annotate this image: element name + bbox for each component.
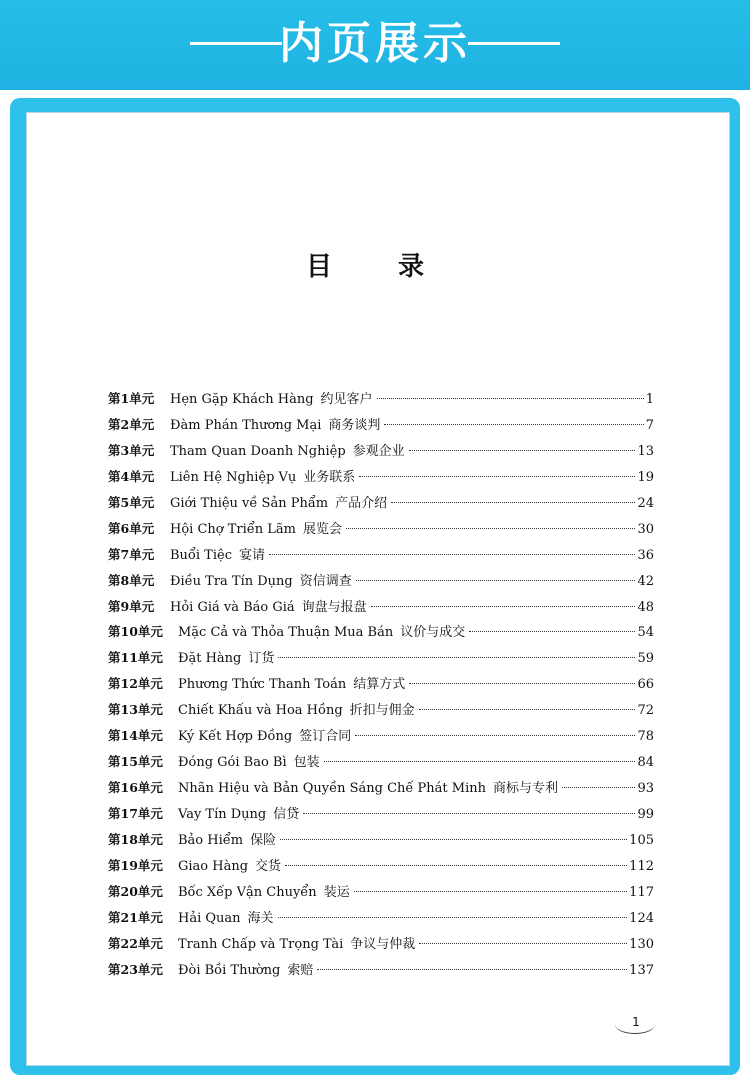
- toc-dot-leader: [562, 786, 635, 788]
- toc-page-number: 130: [629, 936, 654, 952]
- toc-page-number: 13: [637, 443, 654, 459]
- toc-chinese-title: 商务谈判: [328, 417, 381, 433]
- toc-vietnamese-title: Tham Quan Doanh Nghiệp: [170, 443, 346, 459]
- toc-page-number: 59: [637, 651, 654, 667]
- toc-entry: [108, 725, 654, 751]
- toc-chinese-title: 索赔: [287, 962, 314, 978]
- toc-chinese-title: 交货: [255, 858, 282, 874]
- toc-chinese-title: 保险: [250, 832, 277, 848]
- toc-page-number: 84: [637, 755, 654, 771]
- toc-entry: [108, 751, 654, 777]
- toc-entry: [108, 570, 654, 596]
- toc-unit-label: 第14单元: [108, 728, 163, 744]
- toc-unit-label: 第18单元: [108, 831, 163, 847]
- toc-chinese-title: 展览会: [303, 521, 343, 537]
- toc-unit-label: 第9单元: [108, 598, 155, 614]
- toc-page-number: 30: [637, 521, 654, 537]
- toc-page-number: 54: [637, 625, 654, 641]
- toc-unit-label: 第8单元: [108, 572, 155, 588]
- toc-chinese-title: 议价与成交: [400, 625, 466, 641]
- toc-entry: [108, 829, 654, 855]
- toc-unit-label: 第2单元: [108, 416, 155, 432]
- toc-page-number: 93: [637, 781, 654, 797]
- toc-dot-leader: [278, 916, 628, 918]
- toc-vietnamese-title: Giới Thiệu về Sản Phẩm: [170, 495, 329, 511]
- toc-unit-label: 第4单元: [108, 468, 155, 484]
- toc-unit-label: 第19单元: [108, 857, 163, 873]
- page-number: 1: [632, 1015, 640, 1029]
- toc-unit-label: 第22单元: [108, 935, 163, 951]
- toc-dot-leader: [278, 656, 635, 658]
- table-of-contents: [108, 388, 654, 985]
- toc-page-number: 99: [637, 807, 654, 822]
- toc-vietnamese-title: Hẹn Gặp Khách Hàng: [170, 392, 314, 407]
- toc-page-number: 48: [637, 599, 654, 615]
- toc-entry: [108, 907, 654, 933]
- toc-chinese-title: 宴请: [238, 547, 265, 563]
- toc-vietnamese-title: Hội Chợ Triển Lãm: [170, 521, 296, 537]
- toc-entry: [108, 855, 654, 881]
- toc-vietnamese-title: Đặt Hàng: [178, 651, 242, 667]
- toc-entry: [108, 933, 654, 959]
- toc-vietnamese-title: Vay Tín Dụng: [178, 807, 267, 822]
- toc-page-number: 112: [629, 858, 654, 874]
- toc-dot-leader: [269, 553, 635, 555]
- toc-page-number: 36: [637, 547, 654, 563]
- toc-entry: [108, 414, 654, 440]
- toc-chinese-title: 业务联系: [303, 469, 356, 485]
- toc-unit-label: 第3单元: [108, 442, 155, 458]
- toc-unit-label: 第17单元: [108, 806, 163, 821]
- toc-chinese-title: 询盘与报盘: [301, 599, 367, 615]
- toc-chinese-title: 订货: [248, 651, 275, 667]
- toc-chinese-title: 签订合同: [299, 729, 352, 745]
- toc-unit-label: 第11单元: [108, 650, 163, 666]
- toc-vietnamese-title: Bảo Hiểm: [178, 832, 244, 848]
- toc-chinese-title: 信贷: [273, 807, 300, 822]
- toc-entry: [108, 518, 654, 544]
- toc-vietnamese-title: Hải Quan: [178, 910, 241, 926]
- toc-vietnamese-title: Hỏi Giá và Báo Giá: [170, 599, 295, 615]
- toc-unit-label: 第12单元: [108, 676, 163, 692]
- toc-unit-label: 第20单元: [108, 883, 163, 899]
- toc-page-number: 66: [637, 677, 654, 693]
- toc-vietnamese-title: Nhãn Hiệu và Bản Quyền Sáng Chế Phát Minh: [178, 781, 486, 797]
- toc-entry: [108, 596, 654, 622]
- toc-dot-leader: [324, 760, 636, 762]
- toc-dot-leader: [303, 812, 635, 814]
- toc-unit-label: 第6单元: [108, 520, 155, 536]
- toc-page-number: 42: [637, 573, 654, 589]
- toc-dot-leader: [384, 423, 643, 425]
- toc-entry: [108, 803, 654, 829]
- toc-vietnamese-title: Đóng Gói Bao Bì: [178, 755, 287, 771]
- toc-unit-label: 第23单元: [108, 961, 163, 977]
- toc-entry: [108, 673, 654, 699]
- toc-unit-label: 第10单元: [108, 624, 163, 640]
- toc-chinese-title: 约见客户: [320, 392, 373, 407]
- toc-vietnamese-title: Chiết Khấu và Hoa Hồng: [178, 703, 343, 719]
- toc-chinese-title: 折扣与佣金: [349, 703, 415, 719]
- toc-chinese-title: 海关: [247, 910, 274, 926]
- toc-dot-leader: [356, 579, 636, 581]
- toc-dot-leader: [354, 890, 627, 892]
- toc-entry: [108, 777, 654, 803]
- toc-chinese-title: 装运: [323, 884, 350, 900]
- toc-chinese-title: 包装: [293, 755, 320, 771]
- toc-dot-leader: [359, 475, 635, 477]
- toc-entry: [108, 621, 654, 647]
- toc-title: 目 录: [305, 252, 444, 282]
- toc-vietnamese-title: Tranh Chấp và Trọng Tài: [178, 936, 344, 952]
- toc-entry: [108, 492, 654, 518]
- toc-entry: [108, 544, 654, 570]
- toc-dot-leader: [371, 605, 636, 607]
- toc-unit-label: 第16单元: [108, 780, 163, 796]
- toc-vietnamese-title: Bốc Xếp Vận Chuyển: [178, 884, 317, 900]
- banner-title: 内页展示: [279, 18, 471, 69]
- toc-dot-leader: [355, 734, 635, 736]
- toc-chinese-title: 结算方式: [353, 677, 406, 693]
- toc-vietnamese-title: Giao Hàng: [178, 858, 249, 874]
- toc-entry: [108, 881, 654, 907]
- toc-entry: [108, 959, 654, 985]
- toc-vietnamese-title: Điều Tra Tín Dụng: [170, 573, 293, 589]
- toc-chinese-title: 参观企业: [352, 443, 405, 459]
- toc-page-number: 78: [637, 729, 654, 745]
- toc-unit-label: 第7单元: [108, 546, 155, 562]
- toc-unit-label: 第1单元: [108, 391, 155, 406]
- toc-dot-leader: [285, 864, 627, 866]
- toc-dot-leader: [346, 527, 635, 529]
- toc-entry: [108, 388, 654, 414]
- toc-dot-leader: [317, 968, 627, 970]
- toc-dot-leader: [409, 682, 635, 684]
- toc-vietnamese-title: Phương Thức Thanh Toán: [178, 677, 347, 693]
- toc-vietnamese-title: Đàm Phán Thương Mại: [170, 417, 322, 433]
- toc-page-number: 1: [645, 392, 654, 407]
- toc-dot-leader: [280, 838, 627, 840]
- toc-unit-label: 第21单元: [108, 909, 163, 925]
- toc-dot-leader: [469, 630, 635, 632]
- toc-vietnamese-title: Đòi Bồi Thường: [178, 962, 281, 978]
- toc-entry: [108, 440, 654, 466]
- toc-chinese-title: 商标与专利: [492, 781, 558, 797]
- toc-vietnamese-title: Ký Kết Hợp Đồng: [178, 729, 293, 745]
- toc-dot-leader: [377, 397, 644, 399]
- toc-unit-label: 第5单元: [108, 494, 155, 510]
- toc-page-number: 19: [637, 469, 654, 485]
- toc-unit-label: 第15单元: [108, 754, 163, 770]
- toc-page-number: 72: [637, 703, 654, 719]
- toc-vietnamese-title: Liên Hệ Nghiệp Vụ: [170, 469, 297, 485]
- toc-entry: [108, 699, 654, 725]
- toc-dot-leader: [419, 942, 627, 944]
- toc-entry: [108, 466, 654, 492]
- toc-chinese-title: 资信调查: [299, 573, 352, 589]
- toc-page-number: 124: [629, 910, 654, 926]
- toc-unit-label: 第13单元: [108, 702, 163, 718]
- toc-page-number: 24: [637, 495, 654, 511]
- toc-dot-leader: [409, 449, 636, 451]
- toc-vietnamese-title: Mặc Cả và Thỏa Thuận Mua Bán: [178, 625, 394, 641]
- toc-entry: [108, 647, 654, 673]
- toc-page-number: 105: [629, 832, 654, 848]
- toc-chinese-title: 产品介绍: [335, 495, 388, 511]
- toc-page-number: 7: [645, 417, 654, 433]
- toc-vietnamese-title: Buổi Tiệc: [170, 547, 232, 563]
- toc-page-number: 117: [629, 884, 654, 900]
- toc-dot-leader: [391, 501, 635, 503]
- toc-dot-leader: [419, 708, 636, 710]
- toc-page-number: 137: [629, 962, 654, 978]
- toc-chinese-title: 争议与仲裁: [350, 936, 416, 952]
